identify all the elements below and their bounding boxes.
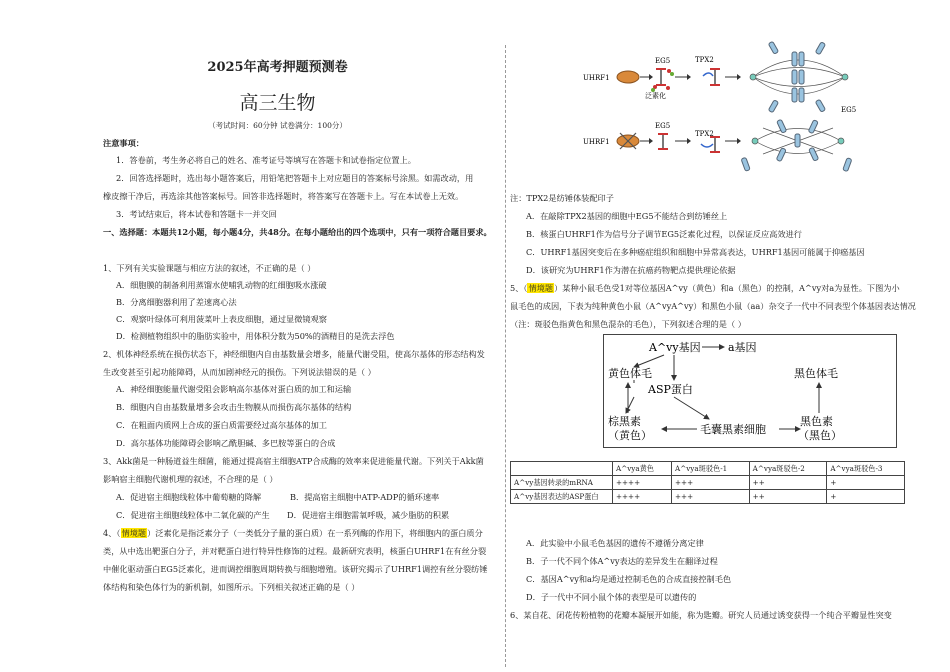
fig-label-ubiquitination: 泛素化 [645, 92, 666, 100]
table-cell: A^vy基因表达的ASP蛋白 [511, 490, 613, 504]
q5-option-c: C．基因A^vy和a均是通过控制毛色的合成直接控制毛色 [526, 574, 732, 584]
node-asp: ASP蛋白 [648, 383, 693, 396]
fig-label-tpx2-mutant: TPX2 [695, 130, 714, 138]
table-header-cell [511, 462, 613, 476]
table-row [511, 476, 905, 490]
subject-title: 高三生物 [239, 92, 316, 114]
q1-option-a: A．细胞膜的制备利用蒸馏水使哺乳动物的红细胞吸水涨破 [116, 280, 327, 290]
tpx2-top [703, 68, 720, 86]
q4-stem: 4、（情境题）泛素化是指泛素分子（一类低分子量的蛋白质）在一系列酶的作用下，将细胞内的蛋白质分 [103, 528, 483, 538]
q5-stem [510, 283, 900, 294]
q4-stem-cont: 中催化驱动蛋白EG5泛素化，进而调控细胞周期转换与细胞增殖。该研究揭示了UHRF1调控有丝分裂纺锤 [103, 564, 488, 574]
node-brown-color: （黄色） [608, 429, 652, 442]
q1-option-d: D．检测植物组织中的脂肪实验中，用体积分数为50%的酒精目的是洗去浮色 [116, 331, 395, 341]
q5-stem-cont: 鼠毛色的成因，下表为纯种黄色小鼠（A^vyA^vy）和黑色小鼠（aa）杂交子一代中不同表型个体基因表达情况 [510, 301, 916, 311]
q5-stem-cont: （注：斑驳色指黄色和黑色混杂的毛色），下列叙述合理的是（ ） [510, 319, 746, 329]
node-a-gene: a基因 [728, 341, 757, 354]
q5-option-a: A．此实验中小鼠毛色基因的遗传不遵循分离定律 [526, 538, 704, 548]
table-header-cell: A^vya斑驳色-3 [827, 462, 905, 476]
table-cell: + [827, 490, 905, 504]
table-cell: ++ [749, 476, 827, 490]
table-cell: +++ [672, 490, 750, 504]
q4-option-b: B．核蛋白UHRF1作为信号分子调节EG5泛素化过程，以保证反应高效进行 [526, 229, 802, 239]
table-header-cell: A^vya斑驳色-1 [672, 462, 750, 476]
q4-stem-cont: 类，从中选出靶蛋白分子，并对靶蛋白进行特异性修饰的过程。最新研究表明，核蛋白UHRF1在有丝分裂 [103, 546, 487, 556]
q2-option-b: B．细胞内自由基数量增多会攻击生物膜从而损伤高尔基体的结构 [116, 402, 352, 412]
table-header-cell: A^vya黄色 [613, 462, 672, 476]
note-item: 1．答卷前，考生务必将自己的姓名、准考证号等填写在答题卡和试卷指定位置上。 [116, 155, 416, 165]
fig-label-eg5-mutant: EG5 [655, 122, 671, 130]
exam-title: 2025年高考押题预测卷 [207, 60, 348, 75]
node-brown-pigment: 棕黑素 [608, 415, 641, 428]
node-avy-gene: A^vy基因 [649, 341, 701, 354]
node-black-hair: 黑色体毛 [794, 367, 838, 380]
table-row [511, 490, 905, 504]
table-cell: ++++ [613, 490, 672, 504]
q3-stem-cont: 影响宿主细胞代谢机理的叙述，不合理的是（ ） [103, 474, 278, 484]
q4-option-a: A．在敲除TPX2基因的细胞中EG5不能结合到纺锤丝上 [526, 211, 728, 221]
q4-number: 4、 [103, 528, 117, 538]
fig-label-eg5-spindle: EG5 [841, 106, 857, 114]
q6-stem: 6、某自花、闭花传粉植物的花瓣本凝展开如能，称为匙瓣。研究人员通过诱变获得一个纯合平瓣显性突变 [510, 610, 892, 620]
q2-option-d: D．高尔基体功能障碍会影响乙酰胆碱、多巴胺等蛋白的合成 [116, 438, 336, 448]
q3-stem: 3、Akk菌是一种肠道益生细菌，能通过提高宿主细胞ATP合成酶的效率来促进能量代谢。下列关于Akk菌 [103, 456, 484, 466]
uhrf1-shape [617, 71, 639, 83]
exam-info: （考试时间：60分钟 试卷满分：100分） [208, 121, 347, 130]
right-column [508, 0, 950, 672]
q4-note: 注：TPX2是纺锤体装配印子 [510, 193, 614, 203]
fig-label-eg5: EG5 [655, 57, 671, 65]
q5-option-d: D．子一代中不同小鼠个体的表型是可以遗传的 [526, 592, 697, 602]
q3-option-d: D．促进宿主细胞需氧呼吸，减少脂肪的积累 [287, 510, 450, 520]
table-cell: + [827, 476, 905, 490]
note-item: 3．考试结束后，将本试卷和答题卡一并交回 [116, 209, 277, 219]
column-divider [505, 45, 506, 667]
node-black-pigment: 黑色素 [800, 415, 833, 428]
q2-stem: 2、机体神经系统在损伤状态下，神经细胞内自由基数量会增多，能量代谢受阻，使高尔基体的形态结构发 [103, 349, 485, 359]
chromosomes-top [768, 41, 825, 112]
table-cell: ++ [749, 490, 827, 504]
node-black-color: （黑色） [798, 429, 842, 442]
mitosis-figure [583, 38, 898, 188]
q2-option-a: A．神经细胞能量代谢受阻会影响高尔基体对蛋白质的加工和运输 [116, 384, 352, 394]
fig-label-uhrf1: UHRF1 [583, 74, 610, 82]
eg5-top [651, 68, 674, 92]
q4-stem-cont: 体结构和染色体行为的新机制，如图所示。下列相关叙述正确的是（ ） [103, 582, 360, 592]
q2-option-c: C．在粗面内质网上合成的蛋白质需要经过高尔基体的加工 [116, 420, 327, 430]
fig-label-tpx2: TPX2 [695, 56, 714, 64]
q3-option-c: C．促进宿主细胞线粒体中二氧化碳的产生 [116, 510, 270, 520]
q2-stem-cont: 生改变甚至引起功能障碍，从而加剧神经元的损伤。下列说法错误的是（ ） [103, 367, 376, 377]
fig-label-uhrf1-mutant: UHRF1 [583, 138, 610, 146]
node-yellow-hair: 黄色体毛 [608, 367, 652, 380]
q5-number: 5、（ [510, 283, 528, 293]
q5-stem-text: ）某种小鼠毛色受1对等位基因A^vy（黄色）和a（黑色）的控制，A^vy对a为显性。下图为小 [554, 283, 900, 293]
q3-option-a: A．促进宿主细胞线粒体中葡萄糖的降解 [116, 492, 262, 502]
table-cell: A^vy基因转录的mRNA [511, 476, 613, 490]
table-header-cell: A^vya斑驳色-2 [749, 462, 827, 476]
q4-option-c: C．UHRF1基因突变后在多种癌症组织和细胞中异常高表达，UHRF1基因可能属于抑癌基因 [526, 247, 865, 257]
coat-color-diagram [603, 334, 897, 448]
q4-stem-text: 泛素化是指泛素分子（一类低分子量的蛋白质）在一系列酶的作用下，将细胞内的蛋白质分 [155, 528, 483, 538]
table-cell: ++++ [613, 476, 672, 490]
q4-tag: 情境题 [121, 528, 147, 538]
q1-stem: 1、下列有关实验课题与相应方法的叙述，不正确的是（ ） [103, 263, 316, 273]
notes-heading: 注意事项： [103, 138, 144, 148]
q5-tag: 情境题 [528, 283, 554, 293]
q1-option-c: C．观察叶绿体可利用菠菜叶上表皮细胞，通过显微镜观察 [116, 314, 327, 324]
q4-option-d: D．该研究为UHRF1作为潜在抗癌药物靶点提供理论依据 [526, 265, 736, 275]
q1-option-b: B．分离细胞器利用了差速离心法 [116, 297, 237, 307]
note-item: 橡皮擦干净后，再选涂其他答案标号。回答非选择题时，将答案写在答题卡上。写在本试卷上无效。 [103, 191, 464, 201]
section-heading: 一、选择题：本题共12小题，每小题4分，共48分。在每小题给出的四个选项中，只有一项符合题目要求。 [103, 227, 492, 237]
q3-option-b: B．提高宿主细胞中ATP-ADP的循环速率 [290, 492, 440, 502]
note-item: 2．回答选择题时，选出每小题答案后，用铅笔把答题卡上对应题目的答案标号涂黑。如需改动，用 [116, 173, 474, 183]
node-melanocyte: 毛囊黑素细胞 [700, 423, 766, 436]
expression-table [510, 461, 905, 504]
table-cell: +++ [672, 476, 750, 490]
table-header-row [511, 462, 905, 476]
q5-option-b: B．子一代不同个体A^vy表达的差异发生在翻译过程 [526, 556, 718, 566]
